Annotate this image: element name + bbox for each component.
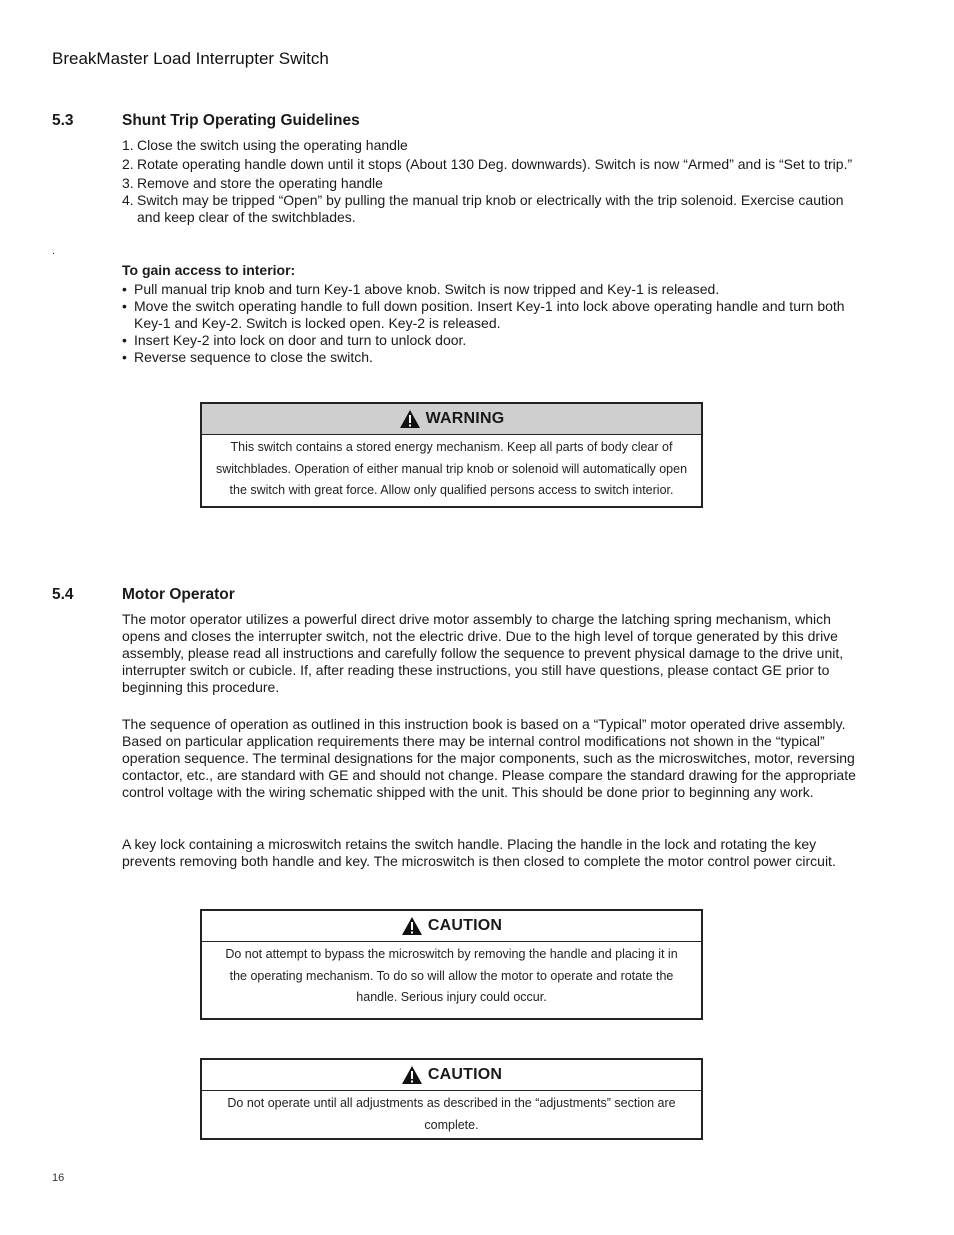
caution-box-adjustments bbox=[200, 1058, 703, 1140]
bullet: • bbox=[122, 349, 127, 365]
warning-header bbox=[202, 404, 701, 435]
list-item bbox=[122, 175, 862, 192]
list-item-number: 2. bbox=[122, 156, 134, 172]
list-item-number: 3. bbox=[122, 175, 134, 191]
warning-label: WARNING bbox=[425, 410, 505, 427]
list-item bbox=[122, 332, 862, 349]
caution-box-bypass bbox=[200, 909, 703, 1020]
list-item bbox=[122, 156, 862, 173]
warning-text: This switch contains a stored energy mechanism. Keep all parts of body clear of switchblades. Operation of either manual trip knob or solenoid will automatically open the switch with great force. Allow only qualified persons access to switch interior. bbox=[215, 440, 688, 497]
section-5-3-title: Shunt Trip Operating Guidelines bbox=[122, 112, 360, 129]
list-item-text: Rotate operating handle down until it stops (About 130 Deg. downwards). Switch is now “Armed” and is “Set to trip.” bbox=[137, 156, 853, 172]
bullet: • bbox=[122, 298, 127, 314]
section-5-4-number: 5.4 bbox=[52, 586, 74, 603]
list-item-number: 1. bbox=[122, 137, 134, 153]
caution-triangle-icon bbox=[401, 916, 423, 936]
list-item-text: Remove and store the operating handle bbox=[137, 175, 383, 191]
shunt-trip-steps-list bbox=[122, 137, 862, 226]
motor-operator-paragraph-2: The sequence of operation as outlined in this instruction book is based on a “Typical” motor operated drive assembly. Based on particular application requirements there may be internal control modifications not shown in the “typical” operation sequence. The terminal designations for the major components, such as the microswitches, motor, reversing contactor, etc., are standard with GE and should not change. Please compare the standard drawing for the appropriate control voltage with the wiring schematic shipped with the unit. This should be done prior to beginning any work. bbox=[122, 716, 856, 800]
access-heading: To gain access to interior: bbox=[122, 262, 296, 278]
caution-header bbox=[202, 911, 701, 942]
list-item bbox=[122, 349, 862, 366]
list-item-text: Move the switch operating handle to full down position. Insert Key-1 into lock above operating handle and turn both Key-1 and Key-2. Switch is locked open. Key-2 is released. bbox=[134, 298, 845, 331]
caution-label: CAUTION bbox=[427, 1066, 503, 1083]
list-item-text: Close the switch using the operating handle bbox=[137, 137, 408, 153]
list-item-number: 4. bbox=[122, 192, 134, 208]
caution-header bbox=[202, 1060, 701, 1091]
caution-triangle-icon bbox=[401, 1065, 423, 1085]
list-item bbox=[122, 137, 862, 154]
section-5-3-number: 5.3 bbox=[52, 112, 74, 129]
caution-text: Do not attempt to bypass the microswitch by removing the handle and placing it in the operating mechanism. To do so will allow the motor to operate and rotate the handle. Serious injury could occur. bbox=[225, 947, 678, 1004]
list-item-text: Insert Key-2 into lock on door and turn to unlock door. bbox=[134, 332, 467, 348]
caution-text: Do not operate until all adjustments as described in the “adjustments” section are complete. bbox=[227, 1096, 676, 1132]
list-item-text: Switch may be tripped “Open” by pulling the manual trip knob or electrically with the trip solenoid. Exercise caution and keep clear of the switchblades. bbox=[137, 192, 844, 225]
access-bullet-list bbox=[122, 281, 862, 366]
bullet: • bbox=[122, 332, 127, 348]
caution-label: CAUTION bbox=[427, 917, 503, 934]
motor-operator-paragraph-3: A key lock containing a microswitch retains the switch handle. Placing the handle in the lock and rotating the key prevents removing both handle and key. The microswitch is then closed to complete the motor control power circuit. bbox=[122, 836, 836, 869]
list-item bbox=[122, 298, 862, 332]
warning-box bbox=[200, 402, 703, 508]
list-item bbox=[122, 192, 862, 226]
page-number: 16 bbox=[52, 1172, 65, 1184]
list-item bbox=[122, 281, 862, 298]
section-5-4-title: Motor Operator bbox=[122, 586, 235, 603]
warning-triangle-icon bbox=[399, 409, 421, 429]
bullet: • bbox=[122, 281, 127, 297]
stray-mark: . bbox=[52, 245, 56, 257]
running-header-title: BreakMaster Load Interrupter Switch bbox=[52, 49, 329, 68]
motor-operator-paragraph-1: The motor operator utilizes a powerful direct drive motor assembly to charge the latching spring mechanism, which opens and closes the interrupter switch, not the electric drive. Due to the high level of torque generated by this drive assembly, please read all instructions and carefully follow the sequence to prevent physical damage to the drive unit, interrupter switch or cubicle. If, after reading these instructions, you still have questions, please contact GE prior to beginning this procedure. bbox=[122, 611, 844, 695]
list-item-text: Reverse sequence to close the switch. bbox=[134, 349, 373, 365]
list-item-text: Pull manual trip knob and turn Key-1 above knob. Switch is now tripped and Key-1 is released. bbox=[134, 281, 720, 297]
